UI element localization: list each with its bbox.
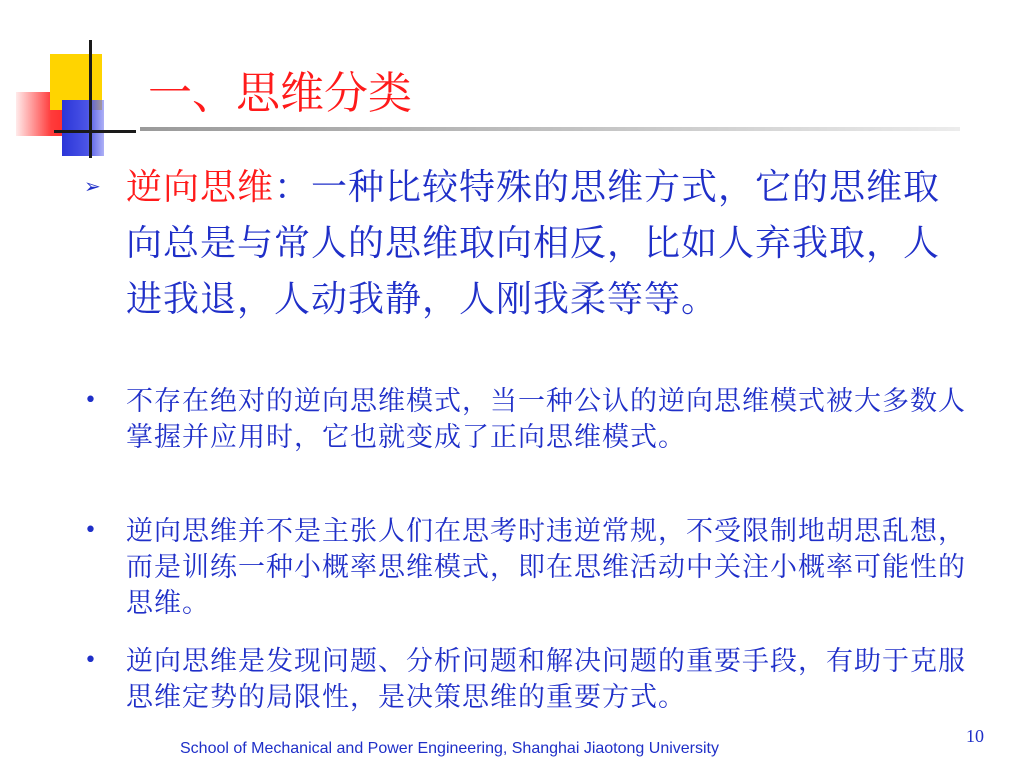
decorative-blue-square	[62, 100, 104, 156]
main-bullet-text	[126, 160, 974, 328]
title-divider	[140, 127, 960, 131]
decorative-horizontal-line	[54, 130, 136, 133]
arrow-bullet-icon: ➢	[84, 174, 101, 198]
dot-bullet-icon: •	[84, 648, 97, 673]
sub-bullet	[84, 384, 974, 456]
main-bullet-body: ：一种比较特殊的思维方式，它的思维取向总是与常人的思维取向相反，比如人弃我取，人进我退，人动我静，人刚我柔等等。	[126, 167, 941, 320]
sub-bullet-text: 逆向思维是发现问题、分析问题和解决问题的重要手段，有助于克服思维定势的局限性，是决策思维的重要方式。	[126, 646, 966, 713]
dot-bullet-icon: •	[84, 388, 97, 413]
slide-footer: School of Mechanical and Power Engineering, Shanghai Jiaotong University	[180, 740, 719, 757]
key-term: 逆向思维	[126, 167, 275, 208]
sub-bullet-text: 不存在绝对的逆向思维模式，当一种公认的逆向思维模式被大多数人掌握并应用时，它也就变成了正向思维模式。	[126, 386, 966, 453]
main-bullet	[84, 160, 974, 328]
page-number: 10	[966, 726, 984, 746]
dot-bullet-icon: •	[84, 518, 97, 543]
sub-bullet-text: 逆向思维并不是主张人们在思考时违逆常规，不受限制地胡思乱想，而是训练一种小概率思维模式，即在思维活动中关注小概率可能性的思维。	[126, 516, 966, 619]
decorative-vertical-line	[89, 40, 92, 158]
slide-title: 一、思维分类	[148, 68, 412, 119]
sub-bullet	[84, 644, 974, 716]
sub-bullet	[84, 514, 974, 622]
